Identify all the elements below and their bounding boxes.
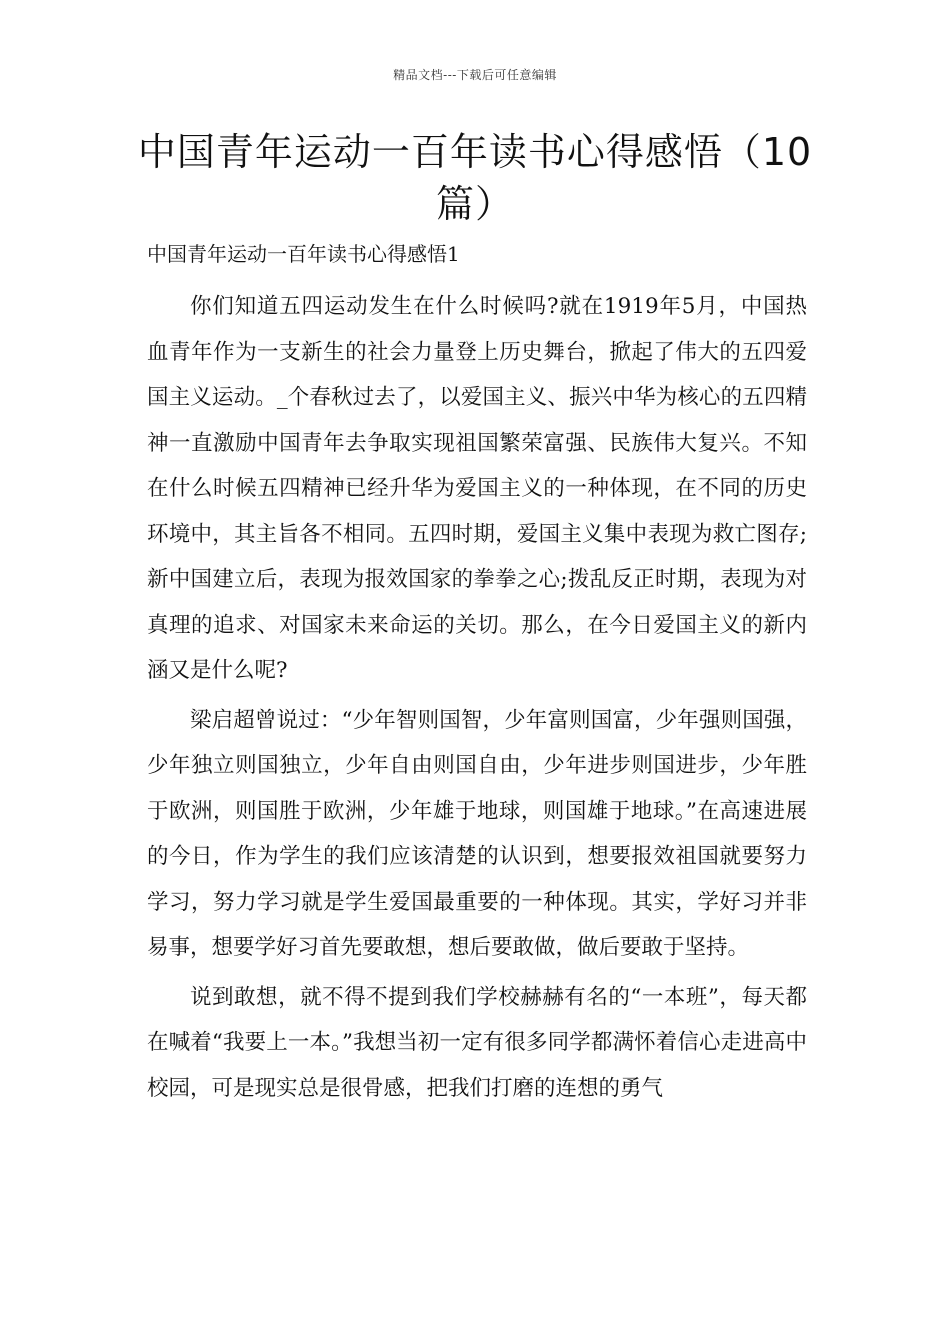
document-title: 中国青年运动一百年读书心得感悟（10篇） xyxy=(137,130,813,226)
paragraph: 说到敢想，就不得不提到我们学校赫赫有名的“一本班”，每天都在喊着“我要上一本。”我想当初一定有很多同学都满怀着信心走进高中校园，可是现实总是很骨感，把我们打磨的连想的勇气 xyxy=(147,984,807,1101)
section-heading: 中国青年运动一百年读书心得感悟1 xyxy=(147,242,460,266)
paragraph: 梁启超曾说过：“少年智则国智，少年富则国富，少年强则国强，少年独立则国独立，少年自由则国自由，少年进步则国进步，少年胜于欧洲，则国胜于欧洲，少年雄于地球，则国雄于地球。”在高速进展的今日，作为学生的我们应该清楚的认识到，想要报效祖国就要努力学习，努力学习就是学生爱国最重要的一种体现。其实，学好习并非易事，想要学好习首先要敢想，想后要敢做，做后要敢于坚持。 xyxy=(147,707,807,960)
document-body xyxy=(147,284,807,1115)
page-header: 精品文档---下载后可任意编辑 xyxy=(393,68,557,82)
paragraph: 你们知道五四运动发生在什么时候吗?就在1919年5月，中国热血青年作为一支新生的社会力量登上历史舞台，掀起了伟大的五四爱国主义运动。_个春秋过去了，以爱国主义、振兴中华为核心的五四精神一直激励中国青年去争取实现祖国繁荣富强、民族伟大复兴。不知在什么时候五四精神已经升华为爱国主义的一种体现，在不同的历史环境中，其主旨各不相同。五四时期，爱国主义集中表现为救亡图存;新中国建立后，表现为报效国家的拳拳之心;拨乱反正时期，表现为对真理的追求、对国家未来命运的关切。那么，在今日爱国主义的新内涵又是什么呢? xyxy=(147,294,807,683)
